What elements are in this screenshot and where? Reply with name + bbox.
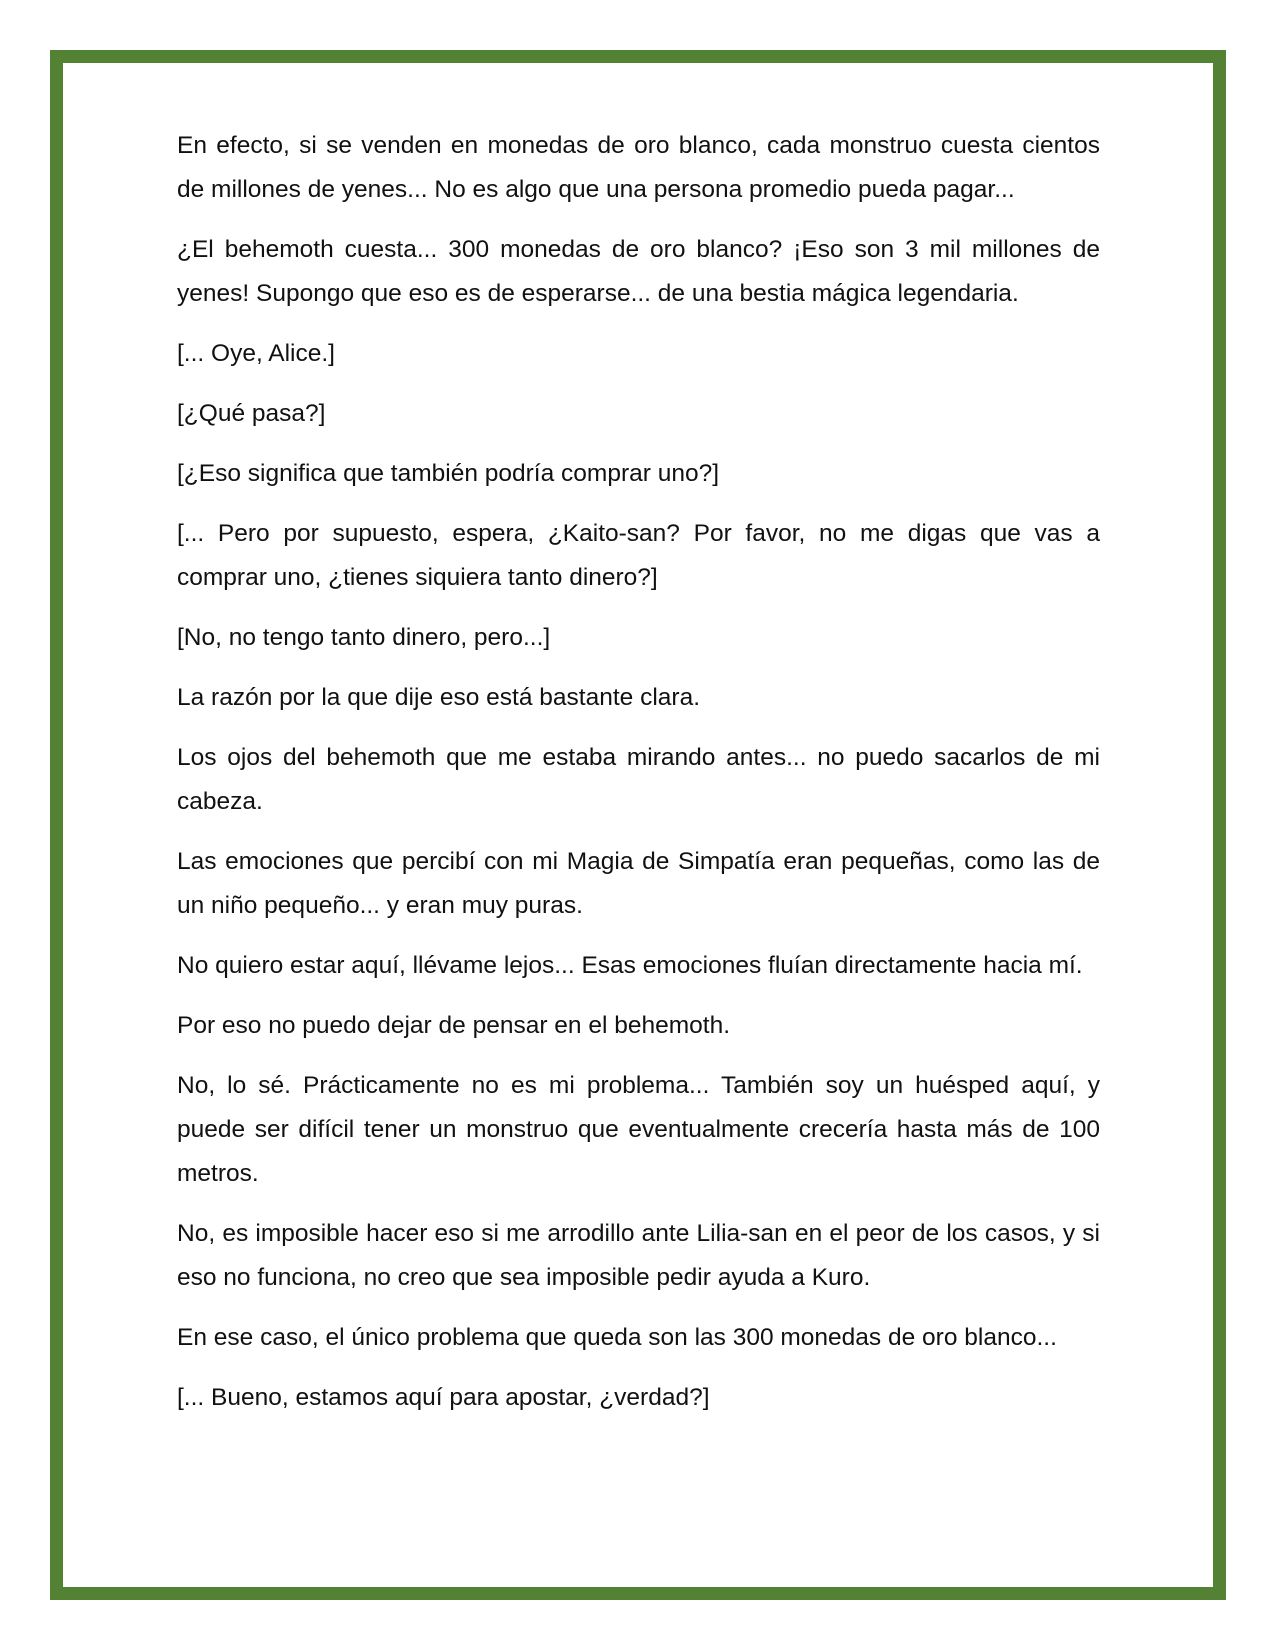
- paragraph: No, lo sé. Prácticamente no es mi problema... También soy un huésped aquí, y puede ser difícil tener un monstruo que eventualmente crecería hasta más de 100 metros.: [177, 1072, 1100, 1187]
- paragraph: No quiero estar aquí, llévame lejos... Esas emociones fluían directamente hacia mí.: [177, 952, 1083, 979]
- paragraph: En ese caso, el único problema que queda son las 300 monedas de oro blanco...: [177, 1324, 1057, 1351]
- paragraph: Por eso no puedo dejar de pensar en el behemoth.: [177, 1012, 731, 1039]
- paragraph: [... Pero por supuesto, espera, ¿Kaito-san? Por favor, no me digas que vas a comprar uno, ¿tienes siquiera tanto dinero?]: [177, 520, 1100, 591]
- paragraph: [¿Qué pasa?]: [177, 400, 326, 427]
- paragraph: ¿El behemoth cuesta... 300 monedas de oro blanco? ¡Eso son 3 mil millones de yenes! Supongo que eso es de esperarse... de una bestia mágica legendaria.: [177, 236, 1100, 307]
- paragraph: No, es imposible hacer eso si me arrodillo ante Lilia-san en el peor de los casos, y si eso no funciona, no creo que sea imposible pedir ayuda a Kuro.: [177, 1220, 1100, 1291]
- paragraph: [... Bueno, estamos aquí para apostar, ¿verdad?]: [177, 1384, 710, 1411]
- paragraph: [No, no tengo tanto dinero, pero...]: [177, 624, 551, 651]
- paragraph: [¿Eso significa que también podría comprar uno?]: [177, 460, 720, 487]
- paragraph: [... Oye, Alice.]: [177, 340, 335, 367]
- paragraph: En efecto, si se venden en monedas de oro blanco, cada monstruo cuesta cientos de millones de yenes... No es algo que una persona promedio pueda pagar...: [177, 132, 1100, 203]
- paragraph: Los ojos del behemoth que me estaba mirando antes... no puedo sacarlos de mi cabeza.: [177, 744, 1100, 815]
- paragraph: Las emociones que percibí con mi Magia de Simpatía eran pequeñas, como las de un niño pequeño... y eran muy puras.: [177, 848, 1100, 919]
- document-body: [177, 124, 1100, 1436]
- paragraph: La razón por la que dije eso está bastante clara.: [177, 684, 701, 711]
